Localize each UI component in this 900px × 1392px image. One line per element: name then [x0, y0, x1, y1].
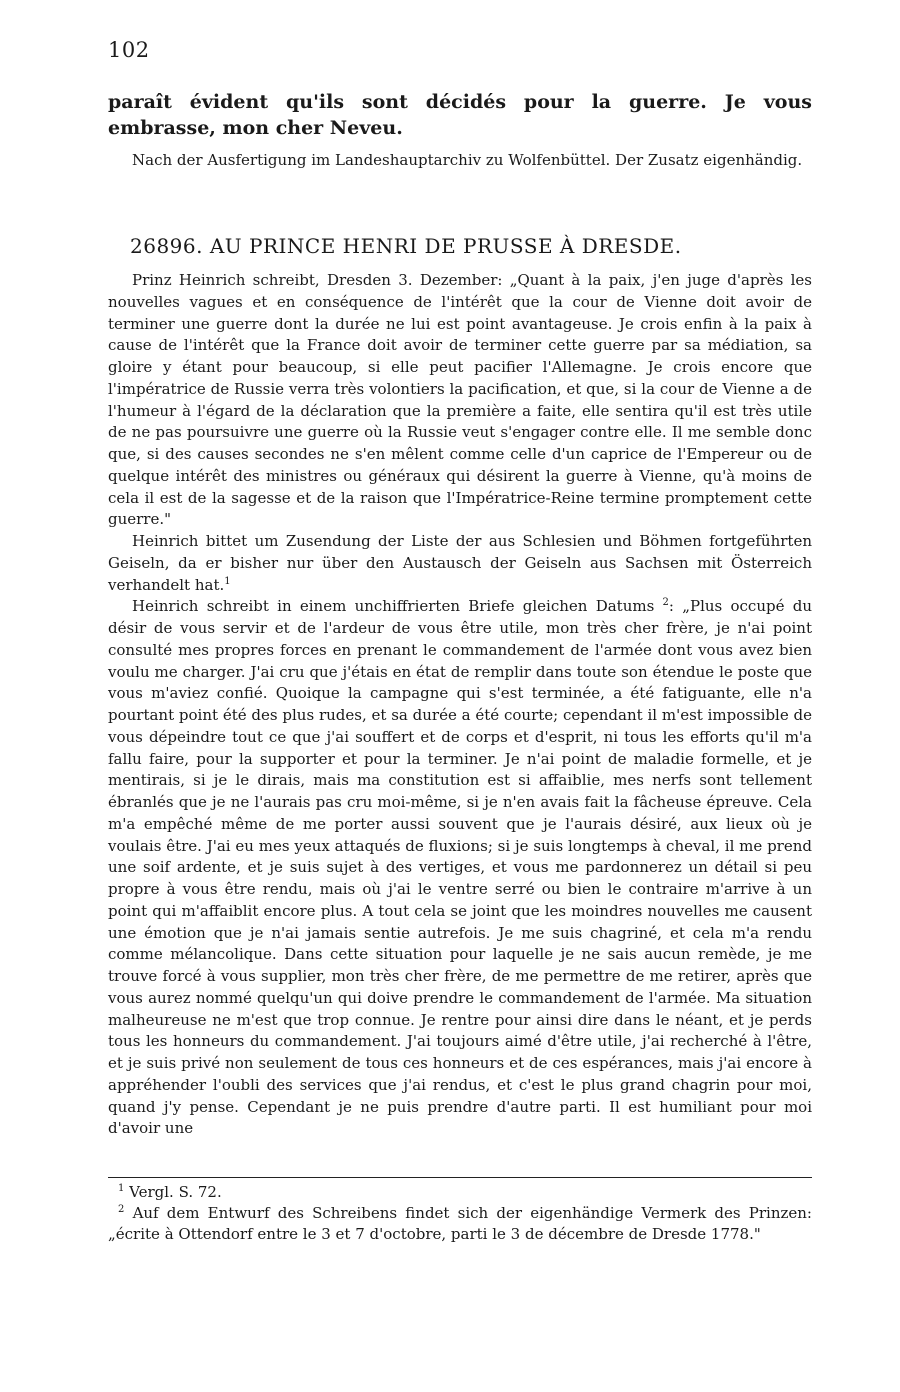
- footnote: [108, 1182, 812, 1203]
- letter-body: [108, 270, 812, 1140]
- source-note: Nach der Ausfertigung im Landeshauptarchiv zu Wolfenbüttel. Der Zusatz eigenhändig.: [132, 151, 803, 169]
- footnote: [108, 1203, 812, 1245]
- lead-text: paraît évident qu'ils sont décidés pour la guerre. Je vous embrasse, mon cher Neveu.: [108, 91, 812, 139]
- footnote-ref[interactable]: 1: [224, 575, 231, 587]
- paragraph-text: Prinz Heinrich schreibt, Dresden 3. Dezember: „Quant à la paix, j'en juge d'après les nouvelles vagues et en conséquence de l'intérêt que la cour de Vienne doit avoir de terminer une guerre dont la durée ne lui est point avantageuse. Je crois enfin à la paix à cause de l'intérêt que la France doit avoir de terminer cette guerre par sa médiation, sa gloire y étant pour beaucoup, si elle peut pacifier l'Allemagne. Je crois encore que l'impératrice de Russie verra très volontiers la pacification, et que, si la cour de Vienne a de l'humeur à l'égard de la déclaration que la première a faite, elle sentira qu'il est très utile de ne pas poursuivre une guerre où la Russie veut s'engager contre elle. Il me semble donc que, si des causes secondes ne s'en mêlent comme celle d'un caprice de l'Empereur ou de quelque intérêt des ministres ou généraux qui désirent la guerre à Vienne, qu'à moins de cela il est de la sagesse et de la raison que l'Impératrice-Reine termine promptement cette guerre.": [108, 271, 812, 529]
- page-number: 102: [108, 38, 150, 62]
- paragraph-letter: [108, 596, 812, 1140]
- footnote-ref[interactable]: 2: [662, 597, 669, 609]
- letter-heading: 26896. AU PRINCE HENRI DE PRUSSE À DRESDE.: [130, 234, 682, 258]
- paragraph-quote: [108, 270, 812, 531]
- paragraph-text: Heinrich schreibt in einem unchiffrierten Briefe gleichen Datums: [132, 597, 655, 616]
- footnote-text: Vergl. S. 72.: [129, 1183, 222, 1201]
- footnote-divider: [108, 1177, 812, 1178]
- footnote-marker: 1: [118, 1183, 125, 1194]
- footnote-text: Auf dem Entwurf des Schreibens findet sich der eigenhändige Vermerk des Prinzen: „écrite à Ottendorf entre le 3 et 7 d'octobre, parti le 3 de décembre de Dresde 1778.": [108, 1204, 812, 1243]
- paragraph-hostages: [108, 531, 812, 596]
- footnotes: [108, 1182, 812, 1245]
- paragraph-text: Heinrich bittet um Zusendung der Liste der aus Schlesien und Böhmen fortgeführten Geiseln, da er bisher nur über den Austausch der Geiseln aus Sachsen mit Österreich verhandelt hat.: [108, 532, 812, 594]
- footnote-marker: 2: [118, 1204, 125, 1215]
- paragraph-text: : „Plus occupé du désir de vous servir et de l'ardeur de vous être utile, mon très cher frère, je n'ai point consulté mes propres forces en prenant le commandement de l'armée dont vous avez bien voulu me charger. J'ai cru que j'étais en état de remplir dans toute son étendue le poste que vous m'aviez confié. Quoique la campagne qui s'est terminée, a été fatiguante, elle n'a pourtant point été des plus rudes, et sa durée a été courte; cependant il m'est impossible de vous dépeindre tout ce que j'ai souffert et de corps et d'esprit, ni tous les efforts qu'il m'a fallu faire, pour la supporter et pour la terminer. Je n'ai point de maladie formelle, et je mentirais, si je le dirais, mais ma constitution est si affaiblie, mes nerfs sont tellement ébranlés que je ne l'aurais pas cru moi-même, si je n'en avais fait la fâcheuse épreuve. Cela m'a empêché même de me porter aussi souvent que je l'aurais désiré, aux lieux où je voulais être. J'ai eu mes yeux attaqués de fluxions; si je suis longtemps à cheval, il me prend une soif ardente, et je suis sujet à des vertiges, et vous me pardonnerez un détail si peu propre à vous être rendu, mais où j'ai le ventre serré ou bien le contraire m'arrive à un point qui m'affaiblit encore plus. A tout cela se joint que les moindres nouvelles me causent une émotion que je n'ai jamais sentie autrefois. Je me suis chagriné, et cela m'a rendu comme mélancolique. Dans cette situation pour laquelle je ne sais aucun remède, je me trouve forcé à vous supplier, mon très cher frère, de me permettre de me retirer, après que vous aurez nommé quelqu'un qui doive prendre le commandement de l'armée. Ma situation malheureuse ne m'est que trop connue. Je rentre pour ainsi dire dans le néant, et je perds tous les honneurs du commandement. J'ai toujours aimé d'être utile, j'ai recherché à l'être, et je suis privé non seulement de tous ces honneurs et de ces espérances, mais j'ai encore à appréhender l'oubli des services que j'ai rendus, et c'est le plus grand chagrin pour moi, quand j'y pense. Cependant je ne puis prendre d'autre parti. Il est humiliant pour moi d'avoir une: [108, 597, 812, 1138]
